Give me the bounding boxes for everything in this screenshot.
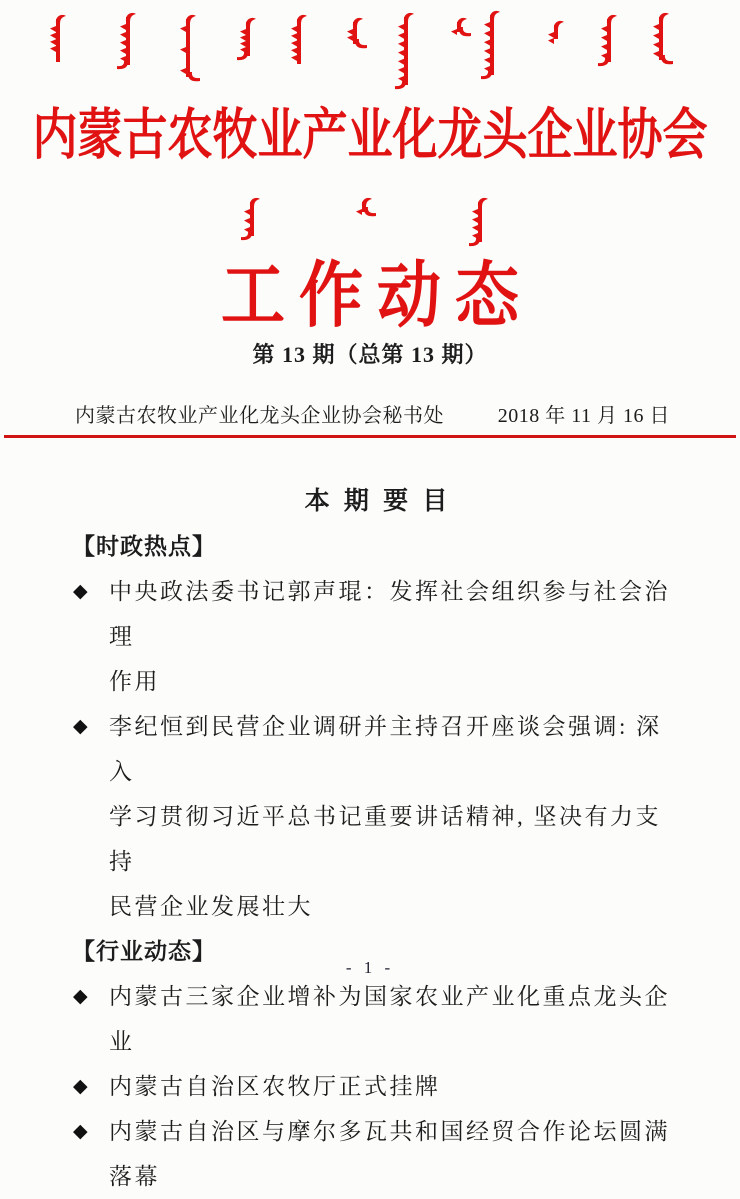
toc-item-line: 内蒙古自治区与摩尔多瓦共和国经贸合作论坛圆满落幕 (109, 1119, 670, 1189)
bullet-diamond-icon: ◆ (73, 1076, 88, 1097)
mongolian-word-glyph (597, 12, 623, 75)
toc-item-text (109, 569, 684, 704)
bullet-diamond-icon: ◆ (73, 716, 88, 737)
mongolian-word-glyph (544, 18, 570, 52)
toc-item-text (109, 1109, 684, 1199)
toc-item-text (109, 704, 684, 929)
bullet-diamond-icon: ◆ (73, 1121, 88, 1142)
mongolian-word-glyph (343, 15, 369, 57)
mongolian-word-glyph (287, 12, 313, 77)
toc-item-line: 民营企业发展壮大 (109, 894, 313, 919)
toc-item (72, 1109, 684, 1199)
toc-sections (72, 524, 684, 1199)
mongolian-word-glyph (394, 10, 420, 98)
toc-item-line: 内蒙古三家企业增补为国家农业产业化重点龙头企业 (109, 984, 670, 1054)
toc-item-text (109, 1064, 684, 1109)
mongolian-word-glyph (649, 10, 675, 73)
mongolian-word-glyph (480, 8, 506, 88)
toc-item-line: 学习贯彻习近平总书记重要讲话精神, 坚决有力支持 (109, 804, 661, 874)
mongolian-word-glyph (46, 12, 72, 68)
toc-item-line: 李纪恒到民营企业调研并主持召开座谈会强调: 深入 (109, 714, 662, 784)
bulletin-title: 工作动态 (221, 255, 533, 336)
section-heading: 【时政热点】 (72, 533, 216, 559)
red-divider-rule (4, 435, 736, 438)
mongolian-word-glyph (116, 10, 142, 78)
mongolian-word-glyph (352, 195, 378, 225)
mongolian-word-glyph (176, 12, 202, 90)
bullet-diamond-icon: ◆ (73, 986, 88, 1007)
toc-item (72, 569, 684, 704)
issue-number-line: 第 13 期（总第 13 期） (252, 342, 488, 367)
page-number: - 1 - (345, 958, 395, 977)
toc-item (72, 974, 684, 1064)
mongolian-script-banner-top (0, 6, 740, 98)
toc-item-text (109, 974, 684, 1064)
toc-item (72, 1064, 684, 1109)
publisher-name: 内蒙古农牧业产业化龙头企业协会秘书处 (75, 405, 444, 427)
toc-item-line: 内蒙古自治区农牧厅正式挂牌 (109, 1074, 441, 1099)
table-of-contents (72, 479, 684, 1199)
toc-item (72, 704, 684, 929)
publisher-row (75, 399, 670, 428)
organization-title: 内蒙古农牧业产业化龙头企业协会 (32, 104, 708, 166)
toc-item-line: 中央政法委书记郭声琨：发挥社会组织参与社会治理 (109, 579, 670, 649)
section-heading: 【行业动态】 (72, 938, 216, 964)
toc-item-line: 作用 (109, 669, 160, 694)
mongolian-word-glyph (447, 15, 473, 45)
bullet-diamond-icon: ◆ (73, 581, 88, 602)
publish-date: 2018 年 11 月 16 日 (497, 405, 670, 427)
toc-title: 本 期 要 目 (304, 488, 452, 515)
mongolian-word-glyph (236, 15, 262, 69)
